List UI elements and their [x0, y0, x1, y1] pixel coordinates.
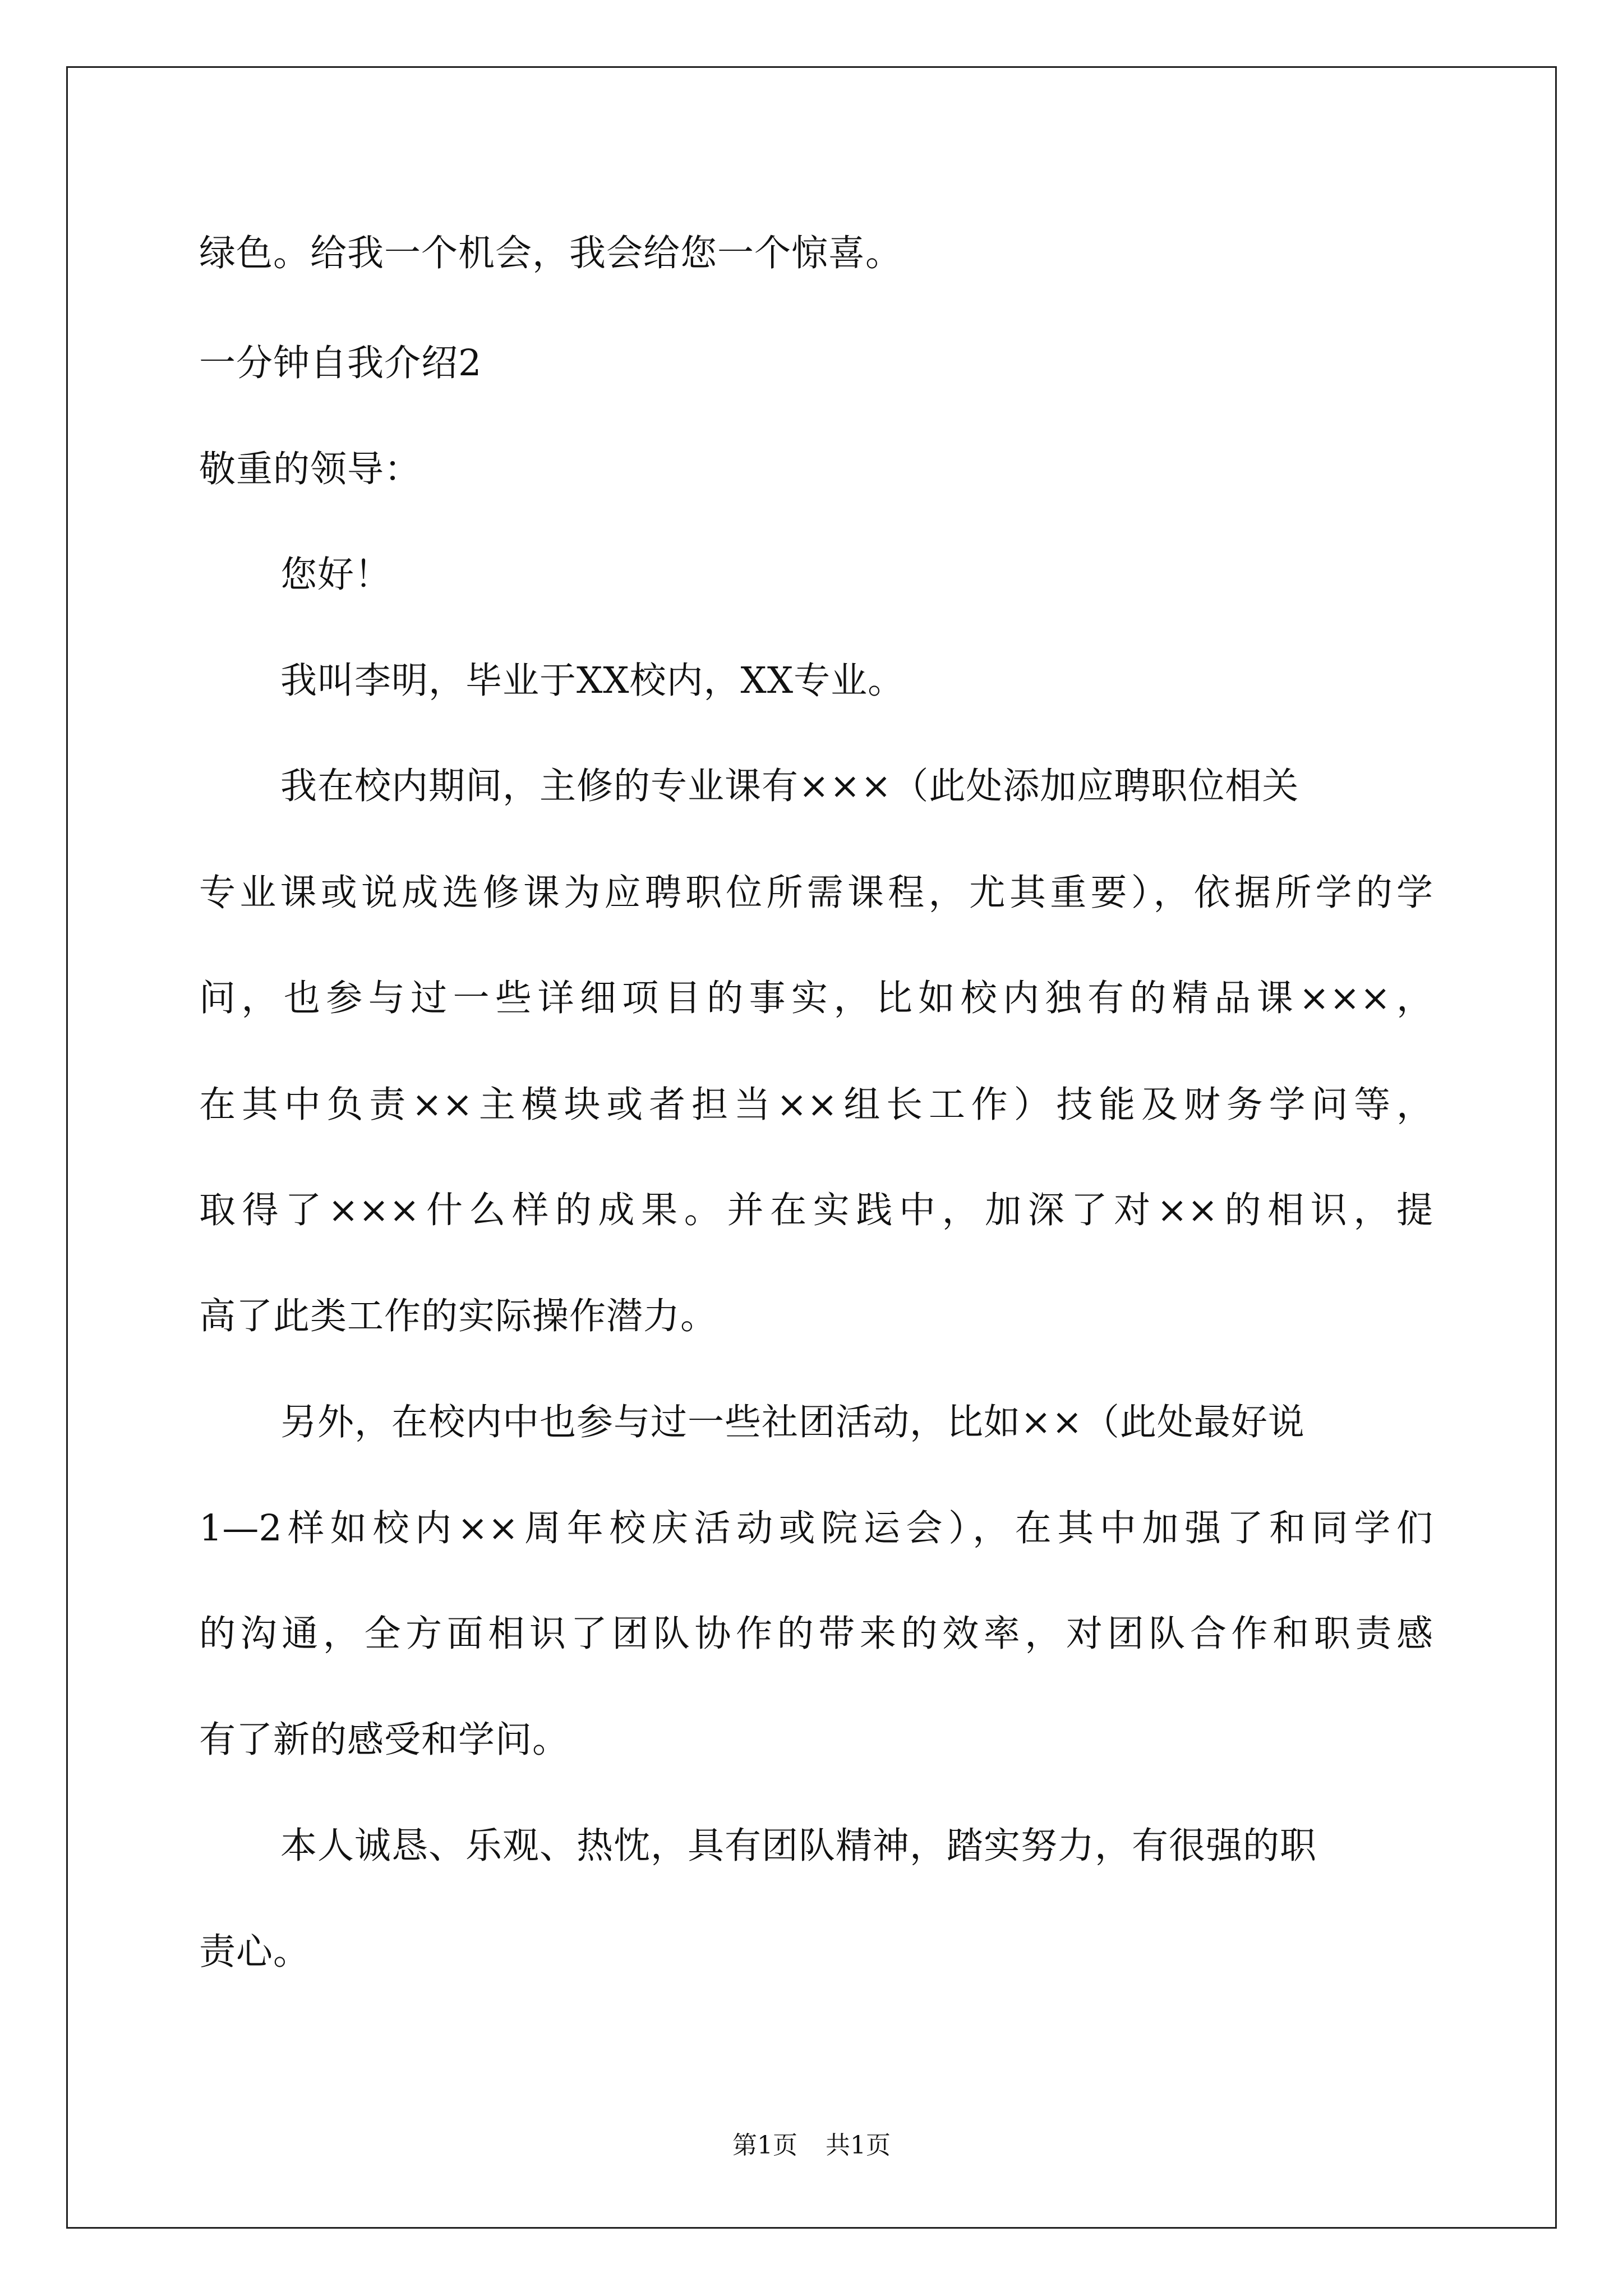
- paragraph-line: 责心。: [199, 1931, 311, 1973]
- text-line-continuation: 绿色。给我一个机会，我会给您一个惊喜。: [199, 232, 903, 274]
- paragraph-line: 在其中负责××主模块或者担当××组长工作）技能及财务学问等，: [199, 1084, 1433, 1126]
- paragraph-line: 高了此类工作的实际操作潜力。: [199, 1295, 718, 1337]
- page-footer: [0, 2129, 1623, 2162]
- paragraph-line: 的沟通，全方面相识了团队协作的带来的效率，对团队合作和职责感: [199, 1613, 1433, 1655]
- section-heading: 一分钟自我介绍2: [199, 342, 482, 384]
- paragraph-line: 问，也参与过一些详细项目的事实，比如校内独有的精品课×××，: [199, 977, 1433, 1019]
- salutation: 敬重的领导：: [199, 448, 422, 490]
- page-number: 第1页: [732, 2131, 797, 2160]
- paragraph-line: 1—2样如校内××周年校庆活动或院运会），在其中加强了和同学们: [199, 1507, 1433, 1549]
- paragraph-line: 另外，在校内中也参与过一些社团活动，比如××（此处最好说: [280, 1401, 1305, 1443]
- paragraph-line: 专业课或说成选修课为应聘职位所需课程，尤其重要），依据所学的学: [199, 872, 1433, 914]
- page-total: 共1页: [826, 2131, 891, 2160]
- paragraph-line: 我在校内期间，主修的专业课有×××（此处添加应聘职位相关: [280, 765, 1299, 807]
- greeting: 您好！: [280, 554, 392, 596]
- paragraph-line: 取得了×××什么样的成果。并在实践中，加深了对××的相识，提: [199, 1189, 1433, 1231]
- page-border: [66, 66, 1557, 2229]
- paragraph-intro: 我叫李明，毕业于XX校内，XX专业。: [280, 660, 905, 702]
- paragraph-line: 有了新的感受和学问。: [199, 1719, 570, 1761]
- paragraph-line: 本人诚恳、乐观、热忱，具有团队精神，踏实努力，有很强的职: [280, 1825, 1317, 1867]
